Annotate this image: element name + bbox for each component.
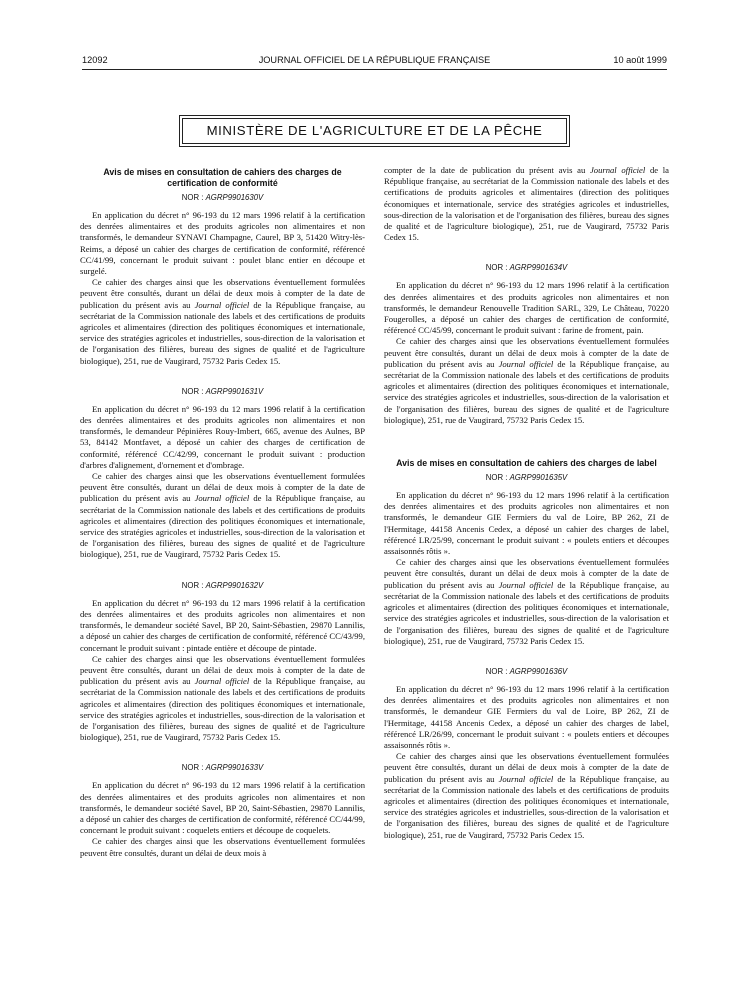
nor-line [80,193,365,203]
journal-officiel-ref: Journal officiel [194,299,250,310]
notice-consultation [384,557,669,647]
nor-prefix: NOR : [181,580,204,590]
consultation-address: de la République française, au secrétariat de la Commission nationale des labels et des certifications de produits agricoles et alimentaires (direction des politiques économiques et internationale, service des stratégies agricoles et industrielles, sous-direction de la valorisation et de l'organisation des filières, bureau des signes de qualité et de l'agriculture biologique), 251, rue de Vaugirard, 75732 Paris Cedex 15. [80,299,365,366]
notice-paragraph: En application du décret n° 96-193 du 12 mars 1996 relatif à la certification des denrées alimentaires et des produits agricoles non alimentaires et non transformés, le demandeur société Savel, BP 20, Saint-Sébastien, 29870 Lannilis, a déposé un cahier des charges de certification de conformité, référencé CC/44/99, concernant le produit suivant : coquelets entiers et découpe de coquelets. [80,780,365,836]
notice [80,581,365,744]
nor-reference: AGRP9901636V [509,666,568,676]
nor-line [80,387,365,397]
nor-prefix: NOR : [181,386,204,396]
notice-consultation [384,336,669,426]
consultation-text: Ce cahier des charges ainsi que les observations éventuellement formulées peuvent être consultés, durant un délai de deux mois à compter de la date de publication du présent avis au [384,751,669,784]
nor-line [384,473,669,483]
notice [384,263,669,426]
consultation-address: de la République française, au secrétariat de la Commission nationale des labels et des certifications de produits agricoles et alimentaires (direction des politiques économiques et internationale, service des stratégies agricoles et industrielles, sous-direction de la valorisation et de l'organisation des filières, bureau des signes de qualité et de l'agriculture biologique), 251, rue de Vaugirard, 75732 Paris Cedex 15. [80,676,365,743]
consultation-address: de la République française, au secrétariat de la Commission nationale des labels et des certifications de produits agricoles et alimentaires (direction des politiques économiques et internationale, service des stratégies agricoles et industrielles, sous-direction de la valorisation et de l'organisation des filières, bureau des signes de qualité et de l'agriculture biologique), 251, rue de Vaugirard, 75732 Paris Cedex 15. [384,773,669,840]
nor-reference: AGRP9901634V [509,263,568,273]
nor-reference: AGRP9901632V [205,580,264,590]
journal-officiel-ref: Journal officiel [194,493,250,504]
notice-paragraph: En application du décret n° 96-193 du 12 mars 1996 relatif à la certification des denrées alimentaires et des produits agricoles non alimentaires et non transformés, le demandeur GIE Fermiers du val de Loire, BP 262, ZI de l'Hermitage, 44158 Ancenis Cedex, a déposé un cahier des charges de label, référencé LR/25/99, concernant le produit suivant : « poulets entiers et découpes assaisonnés rôtis ». [384,490,669,557]
right-column [384,165,669,841]
notice [80,763,365,858]
journal-officiel-ref: Journal officiel [194,676,250,687]
notice [384,667,669,841]
consultation-address: de la République française, au secrétariat de la Commission nationale des labels et des certifications de produits agricoles et alimentaires (direction des politiques économiques et internationale, service des stratégies agricoles et industrielles, sous-direction de la valorisation et de l'organisation des filières, bureau des signes de qualité et de l'agriculture biologique), 251, rue de Vaugirard, 75732 Paris Cedex 15. [384,579,669,646]
issue-date: 10 août 1999 [613,55,667,65]
journal-officiel-ref: Journal officiel [498,579,554,590]
journal-title: JOURNAL OFFICIEL DE LA RÉPUBLIQUE FRANÇAISE [258,55,491,65]
notice-paragraph: En application du décret n° 96-193 du 12 mars 1996 relatif à la certification des denrées alimentaires et des produits agricoles non alimentaires et non transformés, le demandeur SYNAVI Champagne, Caurel, BP 3, 51420 Witry-lès-Reims, a déposé un cahier des charges de certification de conformité, référencé CC/41/99, concernant le produit suivant : poulet blanc entier en découpe et surgelé. [80,210,365,277]
nor-prefix: NOR : [485,473,508,483]
nor-reference: AGRP9901635V [509,473,568,483]
notice-paragraph: En application du décret n° 96-193 du 12 mars 1996 relatif à la certification des denrées alimentaires et des produits agricoles non alimentaires et non transformés, le demandeur GIE Fermiers du val de Loire, BP 262, ZI de l'Hermitage, 44158 Ancenis Cedex, a déposé un cahier des charges de label, référencé LR/26/99, concernant le produit suivant : « poulets entiers et découpes assaisonnés rôtis ». [384,683,669,750]
consultation-text: Ce cahier des charges ainsi que les observations éventuellement formulées peuvent être consultés, durant un délai de deux mois à compter de la date de publication du présent avis au [80,653,365,687]
nor-reference: AGRP9901631V [205,386,264,396]
section-title-label: Avis de mises en consultation de cahiers des charges de label [396,458,657,469]
consultation-address: de la République française, au secrétariat de la Commission nationale des labels et des certifications de produits agricoles et alimentaires (direction des politiques économiques et internationale, service des stratégies agricoles et industrielles, sous-direction de la valorisation et de l'organisation des filières, bureau des signes de qualité et de l'agriculture biologique), 251, rue de Vaugirard, 75732 Paris Cedex 15. [80,493,365,560]
left-column [80,165,365,859]
journal-officiel-ref: Journal officiel [589,165,646,175]
notice-paragraph: En application du décret n° 96-193 du 12 mars 1996 relatif à la certification des denrées alimentaires et des produits agricoles non alimentaires et non transformés, le demandeur société Savel, BP 20, Saint-Sébastien, 29870 Lannilis, a déposé un cahier des charges de certification de conformité, référencé CC/43/99, concernant le produit suivant : pintade entière et découpe de pintade. [80,597,365,653]
nor-prefix: NOR : [485,263,508,273]
nor-line [80,763,365,773]
journal-officiel-ref: Journal officiel [498,773,554,784]
notice-consultation [80,471,365,561]
notice-consultation: Ce cahier des charges ainsi que les observations éventuellement formulées peuvent être consultés, durant un délai de deux mois à [80,836,365,858]
nor-reference: AGRP9901630V [205,193,264,202]
ministry-heading: MINISTÈRE DE L'AGRICULTURE ET DE LA PÊCHE [182,118,567,144]
consultation-text: Ce cahier des charges ainsi que les observations éventuellement formulées peuvent être consultés, durant un délai de deux mois à compter de la date de publication du présent avis au [384,557,669,590]
notice [80,193,365,367]
consultation-address: de la République française, au secrétariat de la Commission nationale des labels et des certifications de produits agricoles et alimentaires (direction des politiques économiques et internationale, service des stratégies agricoles et industrielles, sous-direction de la valorisation et de l'organisation des filières, bureau des signes de qualité et de l'agriculture biologique), 251, rue de Vaugirard, 75732 Paris Cedex 15. [384,165,669,243]
header-rule [82,69,667,70]
notice-paragraph: En application du décret n° 96-193 du 12 mars 1996 relatif à la certification des denrées alimentaires et des produits agricoles non alimentaires et non transformés, le demandeur Renouvelle Tradition SARL, 329, Le Château, 70220 Fougerolles, a déposé un cahier des charges de certification de conformité, référencé CC/45/99, concernant le produit suivant : farine de froment, pain. [384,280,669,336]
nor-line [384,263,669,273]
running-head [82,55,667,69]
notice [80,387,365,561]
section-title-certification: Avis de mises en consultation de cahiers des charges de certification de conformité [103,167,342,188]
nor-prefix: NOR : [181,763,204,773]
continuation-text: compter de la date de publication du présent avis au [384,165,586,175]
nor-prefix: NOR : [485,666,508,676]
notice-continuation [384,165,669,243]
notice [384,473,669,647]
notice-consultation [80,654,365,744]
consultation-text: Ce cahier des charges ainsi que les observations éventuellement formulées peuvent être consultés, durant un délai de deux mois à compter de la date de publication du présent avis au [80,277,365,310]
notice-paragraph: En application du décret n° 96-193 du 12 mars 1996 relatif à la certification des denrées alimentaires et des produits agricoles non alimentaires et non transformés, le demandeur Pépinières Rouy-Imbert, 665, avenue des Aulnes, BP 53, 84142 Montfavet, a déposé un cahier des charges de certification de conformité, référencé CC/42/99, concernant le produit suivant : production d'arbres d'alignement, d'ornement et d'ombrage. [80,403,365,470]
page-number: 12092 [82,55,108,65]
nor-line [384,667,669,677]
notice-consultation [80,277,365,367]
journal-officiel-ref: Journal officiel [498,358,554,369]
consultation-address: de la République française, au secrétariat de la Commission nationale des labels et des certifications de produits agricoles et alimentaires (direction des politiques économiques et internationale, service des stratégies agricoles et industrielles, sous-direction de la valorisation et de l'organisation des filières, bureau des signes de qualité et de l'agriculture biologique), 251, rue de Vaugirard, 75732 Paris Cedex 15. [384,358,669,425]
consultation-text: Ce cahier des charges ainsi que les observations éventuellement formulées peuvent être consultés, durant un délai de deux mois à compter de la date de publication du présent avis au [80,471,365,504]
nor-reference: AGRP9901633V [205,763,264,773]
consultation-text: Ce cahier des charges ainsi que les observations éventuellement formulées peuvent être consultés, durant un délai de deux mois à compter de la date de publication du présent avis au [384,336,669,369]
nor-prefix: NOR : [181,193,204,202]
nor-line [80,581,365,591]
notice-consultation [384,751,669,841]
